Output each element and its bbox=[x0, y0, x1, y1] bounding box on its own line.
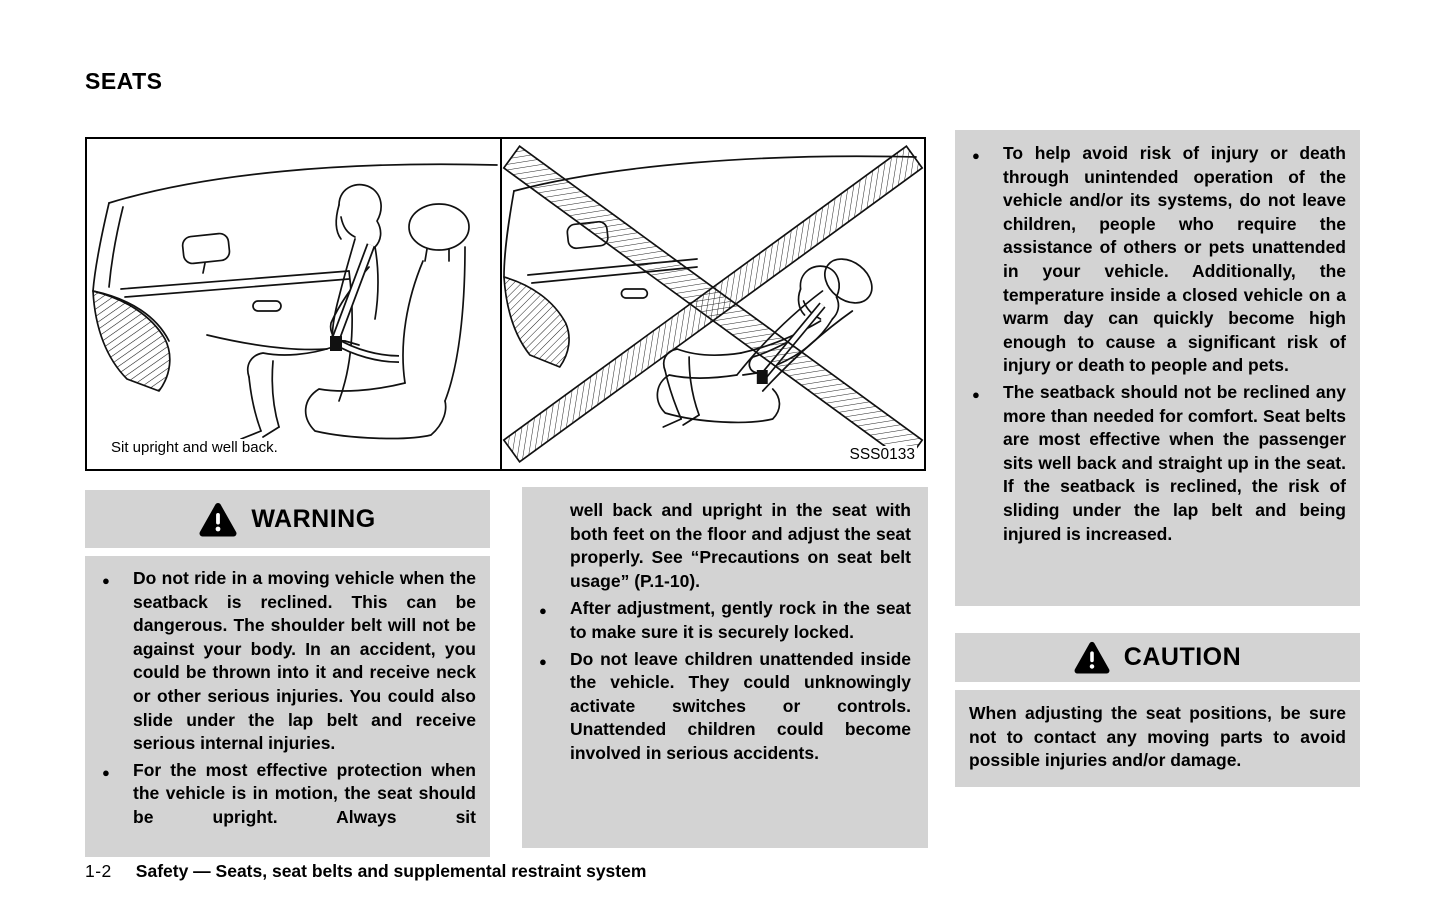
figure-reference-code: SSS0133 bbox=[849, 446, 915, 463]
caution-title: CAUTION bbox=[1123, 643, 1242, 671]
warning-title: WARNING bbox=[251, 504, 376, 533]
warning-bullet: ● After adjustment, gently rock in the seat to make sure it is securely locked. bbox=[522, 597, 911, 644]
warning-triangle-icon bbox=[199, 502, 237, 537]
seat-posture-figure bbox=[85, 137, 926, 471]
warning-text-continuation: well back and upright in the seat with both feet on the floor and adjust the seat properly. See “Precautions on seat belt usage” (P.1-10). bbox=[570, 500, 911, 591]
warning-bullet: ● Do not leave children unattended inside the vehicle. They could unknowingly activate switches or controls. Unattended children could become involved in serious accidents. bbox=[522, 648, 911, 766]
warning-header bbox=[85, 490, 490, 548]
warning-bullet-list-2 bbox=[522, 597, 911, 765]
caution-body: When adjusting the seat positions, be sure not to contact any moving parts to avoid possible injuries and/or damage. bbox=[955, 690, 1360, 787]
warning-bullet: ● Do not ride in a moving vehicle when the seatback is reclined. This can be dangerous. The shoulder belt will not be against your body. In an accident, you could be thrown into it and receive neck or other serious injuries. You could also slide under the lap belt and receive serious internal injuries. bbox=[85, 567, 476, 756]
warning-bullet-list-1 bbox=[85, 567, 476, 830]
warning-bullet: ● To help avoid risk of injury or death through unintended operation of the vehicle and/or its systems, do not leave children, people who require the assistance of others or pets unattended in your vehicle. Additionally, the temperature inside a closed vehicle on a warm day can quickly become high enough to cause a significant risk of injury or death to people and pets. bbox=[955, 142, 1346, 378]
warning-bullet-list-3 bbox=[955, 142, 1346, 546]
reclined-passenger-crossed-illustration bbox=[502, 139, 924, 469]
figure-caption: Sit upright and well back. bbox=[111, 439, 278, 456]
warning-column-2 bbox=[522, 487, 928, 848]
warning-bullet: ● For the most effective protection when the vehicle is in motion, the seat should be upright. Always sit bbox=[85, 759, 476, 830]
page-footer bbox=[85, 861, 646, 882]
prohibition-x-mark bbox=[504, 146, 922, 462]
upright-passenger-illustration bbox=[87, 139, 500, 469]
warning-column-1 bbox=[85, 556, 490, 857]
footer-section-title: Safety — Seats, seat belts and supplemental restraint system bbox=[135, 861, 647, 881]
seat-belt-graphic bbox=[330, 245, 399, 359]
figure-right-panel bbox=[500, 139, 924, 469]
caution-triangle-icon bbox=[1074, 641, 1110, 674]
page-number: 1-2 bbox=[85, 861, 112, 881]
warning-bullet: ● The seatback should not be reclined any more than needed for comfort. Seat belts are most effective when the passenger sits well back and straight up in the seat. If the seatback is reclined, the risk of sliding under the lap belt and being injured is increased. bbox=[955, 381, 1346, 546]
warning-column-3 bbox=[955, 130, 1360, 606]
caution-header bbox=[955, 633, 1360, 682]
page-title: SEATS bbox=[85, 68, 163, 94]
figure-left-panel bbox=[87, 139, 500, 469]
